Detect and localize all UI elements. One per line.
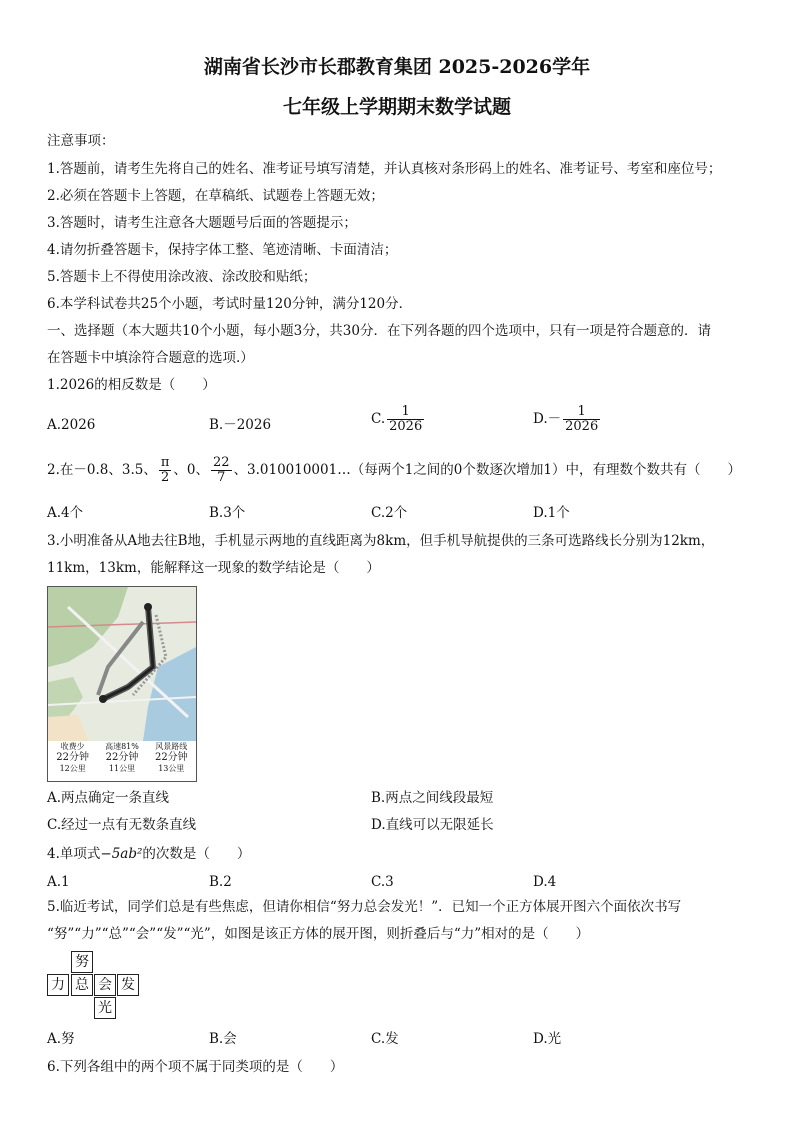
route-time: 22分钟	[105, 752, 139, 763]
q3-option-a: A.两点确定一条直线	[47, 790, 170, 806]
fraction-denominator: 7	[217, 470, 226, 485]
fraction-numerator: 22	[212, 455, 230, 470]
q2-option-b: B.3个	[209, 505, 246, 521]
exam-title-line2: 七年级上学期期末数学试题	[282, 96, 511, 118]
q5-stem-line2: “努”“力”“总”“会”“发”“光”，如图是该正方体的展开图，则折叠后与“力”相对的是（ ）	[47, 926, 590, 942]
route-time: 22分钟	[56, 752, 90, 763]
net-face: 力	[47, 974, 69, 996]
route-time: 22分钟	[154, 752, 188, 763]
notice-item: 4.请勿折叠答题卡，保持字体工整、笔迹清晰、卡面清洁；	[47, 242, 398, 258]
q5-option-c: C.发	[371, 1031, 399, 1047]
route-distance: 12公里	[59, 764, 86, 773]
net-face: 光	[94, 997, 116, 1019]
q4-option-d: D.4	[533, 874, 557, 890]
notice-item: 3.答题时，请考生注意各大题题号后面的答题提示；	[47, 215, 357, 231]
net-face: 总	[71, 974, 93, 996]
section-heading: 一、选择题（本大题共10个小题，每小题3分，共30分．在下列各题的四个选项中，只有一项是符合题意的．请	[47, 323, 711, 339]
q4-option-c: C.3	[371, 874, 394, 890]
q3-option-d: D.直线可以无限延长	[371, 817, 494, 833]
q5-option-a: A.努	[47, 1031, 75, 1047]
fraction-numerator: 1	[387, 405, 424, 420]
q5-option-b: B.会	[209, 1031, 237, 1047]
q3-stem-line1: 3.小明准备从A地去往B地，手机显示两地的直线距离为8km，但手机导航提供的三条可选路线长分别为12km，	[47, 533, 715, 549]
route-option[interactable]	[48, 741, 97, 781]
q1-stem: 1.2026的相反数是（ ）	[47, 377, 216, 393]
notice-item: 5.答题卡上不得使用涂改液、涂改胶和贴纸；	[47, 269, 317, 285]
fraction-numerator: π	[160, 455, 170, 470]
net-face: 努	[71, 951, 93, 973]
notice-item: 2.必须在答题卡上答题，在草稿纸、试题卷上答题无效；	[47, 188, 384, 204]
q4-monomial: −5ab²	[100, 846, 143, 862]
q2-option-d: D.1个	[533, 505, 570, 521]
q2-stem-part2: 、0、	[173, 462, 209, 478]
q2-stem	[47, 456, 741, 485]
q1-option-d	[533, 405, 602, 434]
route-options	[48, 741, 196, 781]
route-distance: 13公里	[158, 764, 185, 773]
q3-stem-line2: 11km，13km，能解释这一现象的数学结论是（ ）	[47, 560, 380, 576]
q5-option-d: D.光	[533, 1031, 562, 1047]
exam-title-line1: 湖南省长沙市长郡教育集团 2025-2026学年	[203, 56, 591, 78]
q2-fraction-pi	[159, 456, 172, 485]
q1-option-c	[371, 405, 426, 434]
q3-option-c: C.经过一点有无数条直线	[47, 817, 197, 833]
q1-option-c-fraction	[387, 405, 424, 434]
route-name: 收费少	[60, 742, 85, 751]
section-heading-cont: 在答题卡中填涂符合题意的选项.）	[47, 350, 254, 366]
q4-stem	[47, 845, 250, 863]
route-option[interactable]	[97, 741, 146, 781]
q2-option-a: A.4个	[47, 505, 84, 521]
q2-stem-part3: 、3.010010001…（每两个1之间的0个数逐次增加1）中，有理数个数共有（ ）	[233, 462, 741, 478]
route-option[interactable]	[147, 741, 196, 781]
route-distance: 11公里	[108, 764, 136, 773]
q2-fraction-22-7	[211, 456, 232, 485]
q2-option-c: C.2个	[371, 505, 408, 521]
q4-stem-pre: 4.单项式	[47, 846, 101, 862]
q1-option-d-label: D.－	[533, 411, 562, 427]
q4-option-a: A.1	[47, 874, 70, 890]
fraction-numerator: 1	[563, 405, 600, 420]
notice-item: 1.答题前，请考生先将自己的姓名、准考证号填写清楚，并认真核对条形码上的姓名、准考证号、考室和座位号；	[47, 161, 722, 177]
q1-option-a: A.2026	[47, 417, 96, 433]
map-graphic	[48, 587, 196, 741]
q6-stem: 6.下列各组中的两个项不属于同类项的是（ ）	[47, 1059, 344, 1075]
q2-stem-part1: 2.在－0.8、3.5、	[47, 462, 157, 478]
notice-heading: 注意事项：	[47, 133, 115, 149]
fraction-denominator: 2026	[389, 419, 423, 434]
route-name: 高速81%	[105, 742, 139, 751]
notice-item: 6.本学科试卷共25个小题，考试时量120分钟，满分120分．	[47, 296, 413, 312]
net-face: 发	[117, 974, 139, 996]
net-face: 会	[94, 974, 116, 996]
route-name: 风景路线	[155, 742, 188, 751]
q1-option-b: B.－2026	[209, 417, 272, 433]
navigation-map-image	[47, 586, 197, 782]
q3-option-b: B.两点之间线段最短	[371, 790, 494, 806]
fraction-denominator: 2	[160, 470, 170, 485]
q1-option-c-label: C.	[371, 411, 386, 427]
q4-stem-post: 的次数是（ ）	[142, 846, 251, 862]
q1-option-d-fraction	[563, 405, 600, 434]
q5-stem-line1: 5.临近考试，同学们总是有些焦虑，但请你相信“努力总会发光！”．已知一个正方体展开图六个面依次书写	[47, 899, 682, 915]
fraction-denominator: 2026	[565, 419, 599, 434]
q4-option-b: B.2	[209, 874, 232, 890]
